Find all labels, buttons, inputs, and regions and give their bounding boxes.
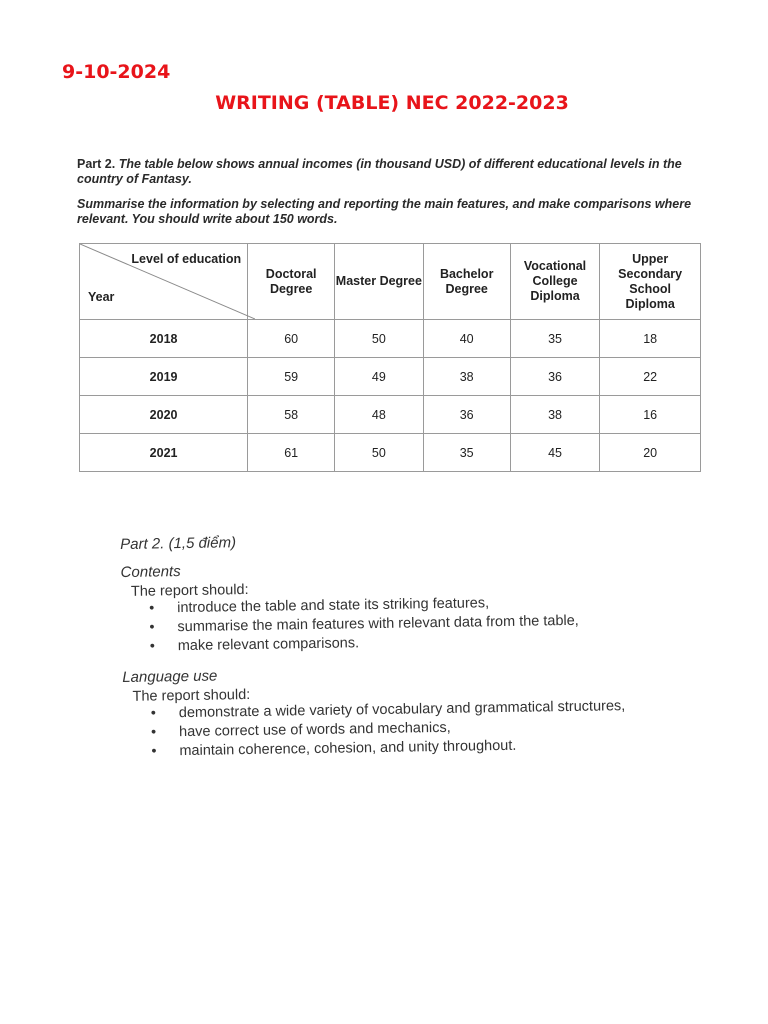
corner-header-cell <box>80 244 248 320</box>
list-item-text: demonstrate a wide variety of vocabulary and grammatical structures, <box>178 698 626 722</box>
list-item-text: make relevant comparisons. <box>177 635 360 655</box>
prompt-text: The table below shows annual incomes (in thousand USD) of different educational levels in the country of Fantasy. <box>77 157 682 186</box>
year-cell: 2020 <box>80 396 248 434</box>
income-table <box>79 243 701 472</box>
value-cell: 38 <box>510 396 600 434</box>
value-cell: 50 <box>335 320 423 358</box>
task-description <box>77 157 709 237</box>
column-header: Master Degree <box>335 244 423 320</box>
list-item-text: maintain coherence, cohesion, and unity throughout. <box>179 737 517 760</box>
value-cell: 50 <box>335 434 423 472</box>
table-row <box>80 396 701 434</box>
bullet-icon: • <box>151 743 157 760</box>
year-cell: 2018 <box>80 320 248 358</box>
instruction-text: Summarise the information by selecting and reporting the main features, and make comparisons where relevant. You should write about 150 words. <box>77 197 692 226</box>
task-instruction <box>77 197 709 227</box>
value-cell: 20 <box>600 434 701 472</box>
table-header-row <box>80 244 701 320</box>
value-cell: 40 <box>423 320 510 358</box>
value-cell: 18 <box>600 320 701 358</box>
page-title: WRITING (TABLE) NEC 2022-2023 <box>215 92 569 114</box>
value-cell: 16 <box>600 396 701 434</box>
column-header: Upper Secondary School Diploma <box>600 244 701 320</box>
table-row <box>80 358 701 396</box>
rubric-title: Part 2. (1,5 điểm) <box>120 534 237 553</box>
task-prompt <box>77 157 709 187</box>
value-cell: 22 <box>600 358 701 396</box>
value-cell: 61 <box>248 434 335 472</box>
contents-list <box>121 592 624 657</box>
column-header: Doctoral Degree <box>248 244 335 320</box>
list-item-text: summarise the main features with relevant data from the table, <box>177 612 579 636</box>
value-cell: 36 <box>423 396 510 434</box>
bullet-icon: • <box>149 600 155 617</box>
language-heading: Language use <box>122 667 218 686</box>
bullet-icon: • <box>150 724 157 741</box>
value-cell: 58 <box>248 396 335 434</box>
value-cell: 49 <box>335 358 423 396</box>
list-item-text: have correct use of words and mechanics, <box>178 719 451 741</box>
value-cell: 35 <box>423 434 510 472</box>
language-list <box>123 697 626 762</box>
date-heading: 9-10-2024 <box>62 61 171 83</box>
year-cell: 2021 <box>80 434 248 472</box>
value-cell: 38 <box>423 358 510 396</box>
value-cell: 60 <box>248 320 335 358</box>
table-row <box>80 434 701 472</box>
list-item-text: introduce the table and state its striking features, <box>177 595 490 617</box>
value-cell: 48 <box>335 396 423 434</box>
table-row <box>80 320 701 358</box>
contents-intro: The report should: <box>130 581 249 600</box>
bullet-icon: • <box>149 619 155 636</box>
part-label: Part 2. <box>77 157 116 171</box>
bullet-icon: • <box>149 638 155 655</box>
year-cell: 2019 <box>80 358 248 396</box>
bullet-icon: • <box>150 705 157 722</box>
language-intro: The report should: <box>132 686 251 705</box>
marking-rubric <box>120 526 626 762</box>
value-cell: 45 <box>510 434 600 472</box>
value-cell: 59 <box>248 358 335 396</box>
value-cell: 35 <box>510 320 600 358</box>
column-header: Bachelor Degree <box>423 244 510 320</box>
column-header: Vocational College Diploma <box>510 244 600 320</box>
corner-label-year: Year <box>88 290 115 304</box>
value-cell: 36 <box>510 358 600 396</box>
corner-label-level: Level of education <box>131 252 242 266</box>
contents-heading: Contents <box>120 563 181 581</box>
